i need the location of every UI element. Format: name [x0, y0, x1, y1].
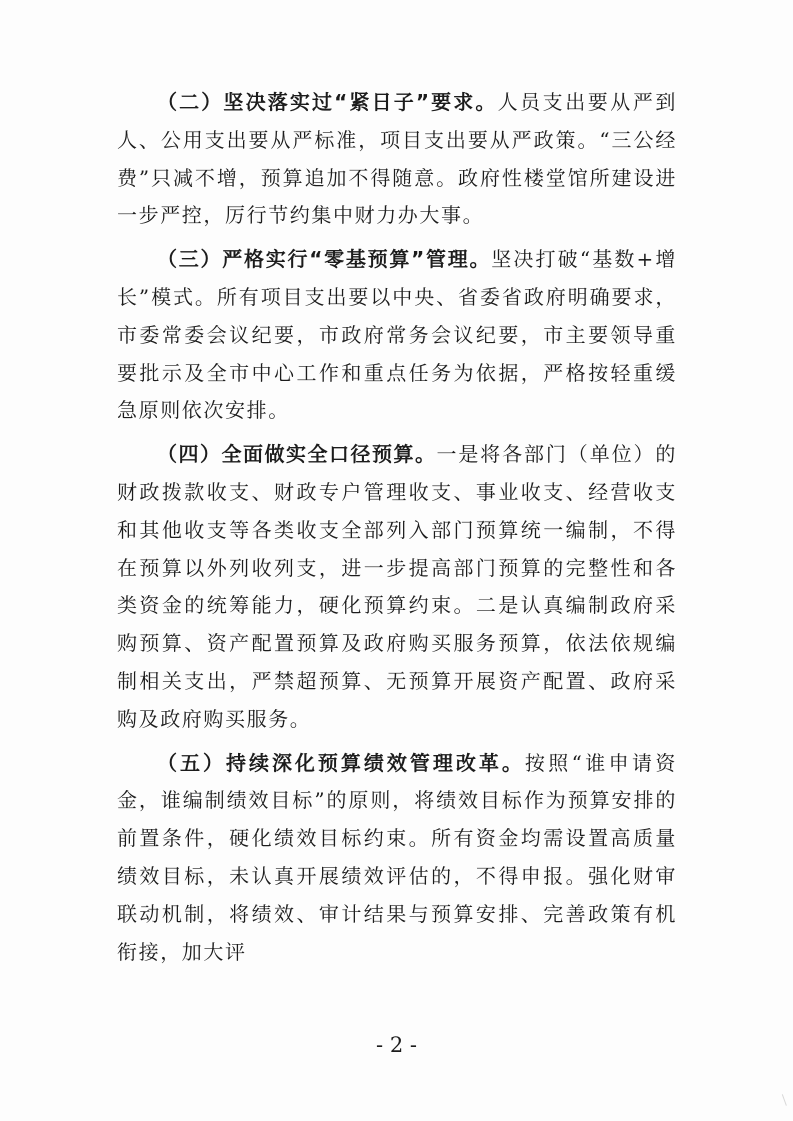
paragraph-3-text: 坚决打破“基数+增长”模式。所有项目支出要以中央、省委省政府明确要求，市委常委会议纪要，市政府常务会议纪要，市主要领导重要批示及全市中心工作和重点任务为依据，严格按轻重缓急原则依次安排。: [117, 247, 677, 423]
scan-mark: [776, 1094, 787, 1108]
paragraph-5-heading: （五）持续深化预算绩效管理改革。: [157, 750, 525, 775]
paragraph-3: [117, 241, 677, 430]
paragraph-2-text: 人员支出要从严到人、公用支出要从严标准，项目支出要从严政策。“三公经费”只减不增，预算追加不得随意。政府性楼堂馆所建设进一步严控，厉行节约集中财力办大事。: [117, 90, 677, 228]
paragraph-4: [117, 436, 677, 738]
paragraph-4-text: 一是将各部门（单位）的财政拨款收支、财政专户管理收支、事业收支、经营收支和其他收支等各类收支全部列入部门预算统一编制，不得在预算以外列收列支，进一步提高部门预算的完整性和各类资金的统筹能力，硬化预算约束。二是认真编制政府采购预算、资产配置预算及政府购买服务预算，依法依规编制相关支出，严禁超预算、无预算开展资产配置、政府采购及政府购买服务。: [117, 442, 677, 731]
paragraph-2-heading: （二）坚决落实过“紧日子”要求。: [157, 90, 498, 114]
paragraph-3-heading: （三）严格实行“零基预算”管理。: [157, 247, 492, 272]
paragraph-5-text: 按照“谁申请资金，谁编制绩效目标”的原则，将绩效目标作为预算安排的前置条件，硬化绩效目标约束。所有资金均需设置高质量绩效目标，未认真开展绩效评估的，不得申报。强化财审联动机制，将绩效、审计结果与预算安排、完善政策有机衔接，加大评: [117, 750, 677, 964]
document-body: [117, 84, 677, 971]
paragraph-4-heading: （四）全面做实全口径预算。: [157, 442, 437, 467]
page-number: - 2 -: [376, 1033, 417, 1057]
paragraph-5: [117, 745, 677, 972]
paragraph-2: [117, 84, 677, 235]
